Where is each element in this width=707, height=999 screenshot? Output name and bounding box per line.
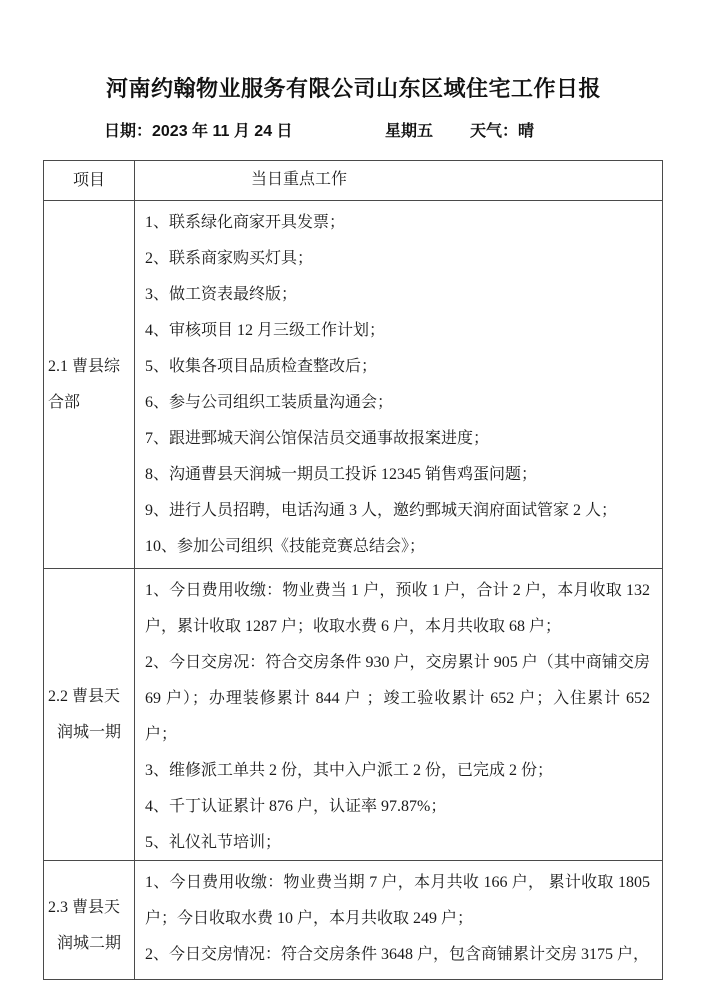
work-cell xyxy=(135,861,662,979)
work-item: 1、今日费用收缴：物业费当 1 户，预收 1 户，合计 2 户，本月收取 132 户，累计收取 1287 户；收取水费 6 户，本月共收取 68 户； xyxy=(145,582,650,635)
table-row-tianrun-phase1 xyxy=(44,569,662,861)
project-label-line: 润城二期 xyxy=(56,935,121,952)
table-header-row xyxy=(44,161,662,201)
work-item: 1、今日费用收缴：物业费当期 7 户，本月共收 166 户， 累计收取 1805 户；今日收取水费 10 户，本月共收取 249 户； xyxy=(145,874,650,927)
date-line xyxy=(0,118,707,140)
header-cell-work xyxy=(135,161,662,200)
work-item: 1、联系绿化商家开具发票； xyxy=(145,214,346,231)
work-item: 7、跟进鄄城天润公馆保洁员交通事故报案进度； xyxy=(145,430,490,447)
table-row-caoxian-zonghebu xyxy=(44,201,662,569)
work-item: 4、千丁认证累计 876 户，认证率 97.87%； xyxy=(145,798,447,815)
project-label-line: 润城一期 xyxy=(56,723,121,741)
daily-report-table xyxy=(43,160,663,980)
work-cell xyxy=(135,201,662,568)
work-cell xyxy=(135,569,662,860)
date-text: 日期：2023 年 11 月 24 日 xyxy=(104,123,293,140)
work-item: 5、礼仪礼节培训； xyxy=(145,834,282,851)
work-item: 10、参加公司组织《技能竞赛总结会》； xyxy=(145,538,426,555)
header-project-label: 项目 xyxy=(72,171,105,189)
work-item: 6、参与公司组织工装质量沟通会； xyxy=(145,394,394,411)
project-cell xyxy=(44,569,135,860)
work-item: 2、联系商家购买灯具； xyxy=(145,250,314,267)
work-item: 2、今日交房况：符合交房条件 930 户，交房累计 905 户（其中商铺交房 69 户）；办理装修累计 844 户 ；竣工验收累计 652 户；入住累计 652 户； xyxy=(145,654,650,743)
project-label-line: 合部 xyxy=(48,393,81,411)
project-label-line: 2.2 曹县天 xyxy=(48,687,121,705)
work-item: 5、收集各项目品质检查整改后； xyxy=(145,358,378,375)
work-item: 3、维修派工单共 2 份，其中入户派工 2 份，已完成 2 份； xyxy=(145,762,554,779)
weekday-text: 星期五 xyxy=(385,123,434,140)
weather-text: 天气：晴 xyxy=(470,123,535,140)
work-item: 4、审核项目 12 月三级工作计划； xyxy=(145,322,386,339)
work-item: 8、沟通曹县天润城一期员工投诉 12345 销售鸡蛋问题； xyxy=(145,466,538,483)
table-row-tianrun-phase2 xyxy=(44,861,662,979)
project-label-line: 2.1 曹县综 xyxy=(48,357,121,375)
page-title: 河南约翰物业服务有限公司山东区域住宅工作日报 xyxy=(105,76,601,101)
project-cell xyxy=(44,861,135,979)
work-item: 3、做工资表最终版； xyxy=(145,286,298,303)
work-item: 9、进行人员招聘，电话沟通 3 人，邀约鄄城天润府面试管家 2 人； xyxy=(145,502,618,519)
work-item: 2、今日交房情况：符合交房条件 3648 户，包含商铺累计交房 3175 户， xyxy=(145,946,650,963)
project-label-line: 2.3 曹县天 xyxy=(48,899,121,916)
header-cell-project xyxy=(44,161,135,200)
project-cell xyxy=(44,201,135,568)
header-work-label: 当日重点工作 xyxy=(251,171,348,188)
